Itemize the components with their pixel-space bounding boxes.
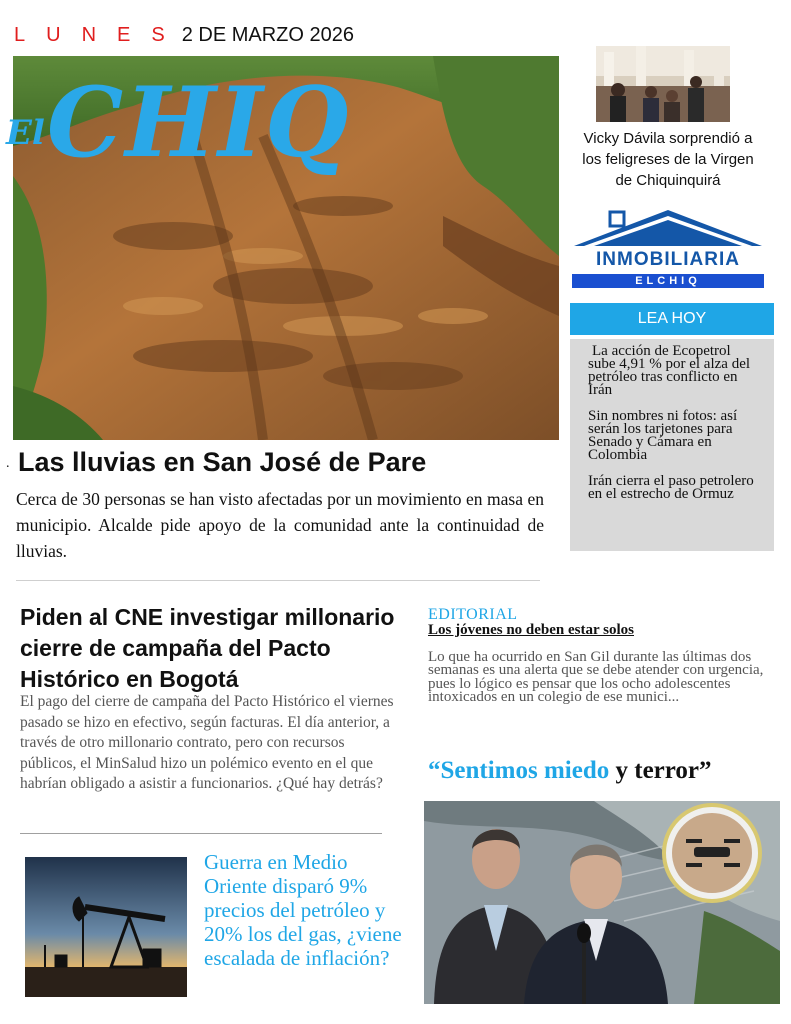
section-divider bbox=[20, 833, 382, 834]
lead-story-headline[interactable]: Las lluvias en San José de Pare bbox=[18, 447, 427, 477]
inmobiliaria-ad-word: INMOBILIARIA bbox=[596, 249, 740, 270]
vicky-story-photo[interactable] bbox=[596, 46, 730, 122]
lea-hoy-item-tarjetones[interactable]: Sin nombres ni fotos: así serán los tarjetones para Senado y Cámara en Colombia bbox=[588, 408, 738, 463]
lea-hoy-heading: LEA HOY bbox=[570, 303, 774, 335]
cne-story-summary: El pago del cierre de campaña del Pacto Histórico el viernes pasado se hizo en efectivo, según facturas. El día anterior, a través de otro millonario contrato, pero con recursos públicos, el MinSalud hizo un polémico evento en el que habrían obligado a asistir a funcionarios. ¿Qué hay detrás? bbox=[20, 693, 394, 792]
lea-hoy-item-ormuz[interactable]: Irán cierra el paso petrolero en el estrecho de Ormuz bbox=[588, 473, 754, 502]
vicky-story-caption[interactable]: Vicky Dávila sorprendió a los feligreses de la Virgen de Chiquinquirá bbox=[582, 130, 754, 189]
lead-bullet: . bbox=[6, 456, 10, 471]
section-divider bbox=[16, 580, 540, 581]
masthead-logo-prefix: El bbox=[6, 113, 45, 153]
inmobiliaria-ad-bar: ELCHIQ bbox=[572, 274, 764, 288]
lea-hoy-list bbox=[570, 339, 774, 551]
masthead-logo[interactable] bbox=[6, 66, 350, 186]
quote-headline-close: y terror” bbox=[609, 757, 712, 784]
oil-story-photo[interactable] bbox=[25, 857, 187, 997]
oil-story-headline[interactable]: Guerra en Medio Oriente disparó 9% precios del petróleo y 20% los del gas, ¿viene escalada de inflación? bbox=[204, 850, 402, 970]
lea-hoy-item-ecopetrol[interactable]: La acción de Ecopetrol sube 4,91 % por el alza del petróleo tras conflicto en Irán bbox=[588, 343, 751, 398]
quote-headline-open: “Sentimos miedo bbox=[428, 757, 610, 784]
dateline bbox=[14, 24, 354, 50]
editorial-title[interactable]: Los jóvenes no deben estar solos bbox=[428, 622, 634, 638]
masthead-logo-name: CHIQ bbox=[46, 66, 351, 179]
quote-story-photo[interactable] bbox=[424, 801, 780, 1004]
lead-story-summary: Cerca de 30 personas se han visto afectadas por un movimiento en masa en municipio. Alcalde pide apoyo de la comunidad ante la continuidad de lluvias. bbox=[16, 489, 544, 561]
quote-story-headline[interactable] bbox=[428, 757, 712, 785]
house-roof-icon bbox=[570, 206, 766, 250]
dateline-date: 2 DE MARZO 2026 bbox=[181, 24, 354, 46]
editorial-label: EDITORIAL bbox=[428, 606, 518, 623]
editorial-text: Lo que ha ocurrido en San Gil durante las últimas dos semanas es una alerta que se debe atender con urgencia, pues lo lógico es pensar que los ocho adolescentes intoxicados en un colegio de ese munici... bbox=[428, 649, 764, 705]
dateline-day: LUNES bbox=[14, 24, 186, 46]
cne-story-headline[interactable]: Piden al CNE investigar millonario cierre de campaña del Pacto Histórico en Bogotá bbox=[20, 604, 395, 692]
